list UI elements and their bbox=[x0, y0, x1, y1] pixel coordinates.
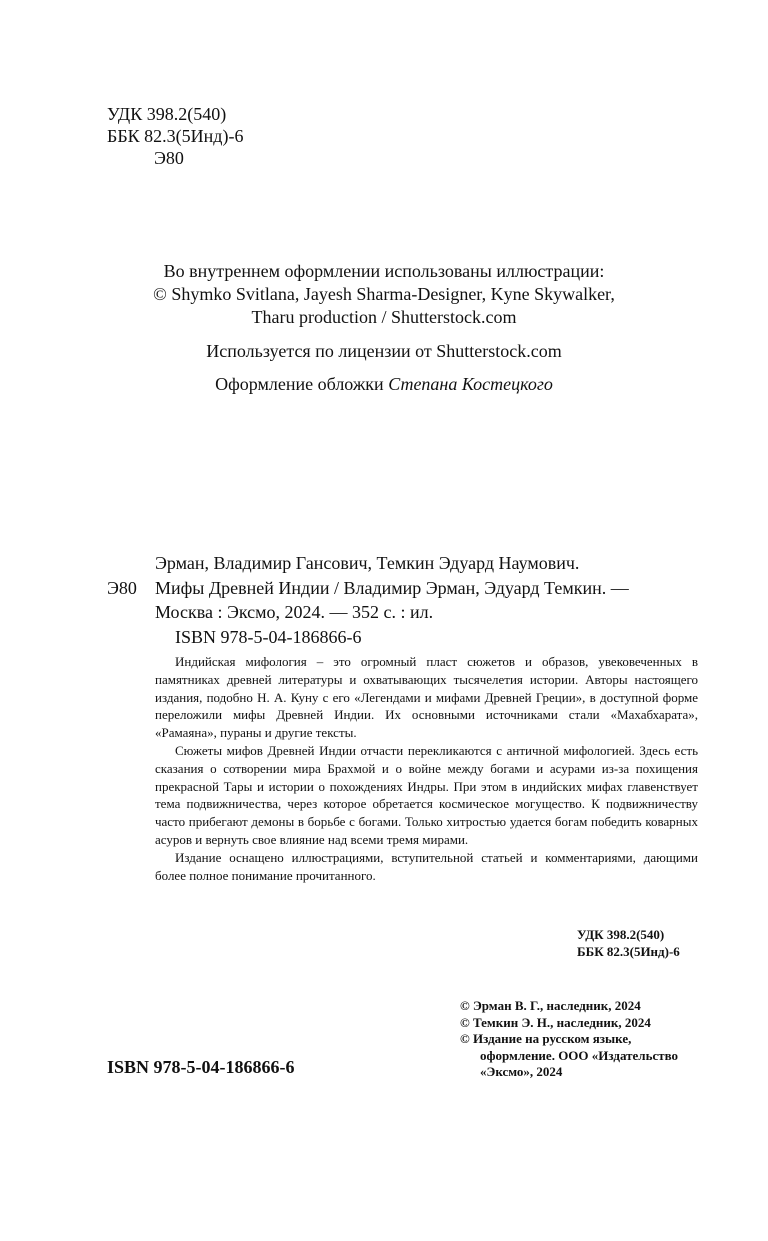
annotation-paragraph-1: Индийская мифология – это огромный пласт сюжетов и образов, увековеченных в памятниках древней литературы и охватывающих тысячелетия истории. Авторы настоящего издания, подобно Н. А. Куну с его «Легендами и мифами Древней Греции», в доступной форме переложили мифы Древней Индии. Их основными источниками стали «Махабхарата», «Рамаяна», пураны и другие тексты. bbox=[155, 654, 698, 741]
copyright-block bbox=[460, 998, 710, 1081]
top-classification bbox=[107, 103, 243, 169]
illustration-credits bbox=[100, 260, 668, 329]
credits-line-1: Во внутреннем оформлении использованы иллюстрации: bbox=[163, 261, 605, 281]
udk-code: УДК 398.2(540) bbox=[107, 104, 227, 124]
annotation-paragraph-3: Издание оснащено иллюстрациями, вступительной статьей и комментариями, дающими более полное понимание прочитанного. bbox=[155, 849, 698, 883]
copyright-line-1: © Эрман В. Г., наследник, 2024 bbox=[460, 998, 641, 1013]
credits-line-3: Tharu production / Shutterstock.com bbox=[251, 307, 517, 327]
biblio-cutter: Э80 bbox=[107, 578, 137, 598]
annotation bbox=[155, 653, 698, 884]
bottom-bbk-code: ББК 82.3(5Инд)-6 bbox=[577, 944, 680, 959]
license-note bbox=[100, 340, 668, 363]
cover-credit bbox=[100, 373, 668, 396]
bottom-udk-code: УДК 398.2(540) bbox=[577, 927, 665, 942]
cutter-mark: Э80 bbox=[154, 148, 184, 168]
isbn-footer: ISBN 978-5-04-186866-6 bbox=[107, 1057, 295, 1077]
annotation-paragraph-2: Сюжеты мифов Древней Индии отчасти перекликаются с античной мифологией. Здесь есть сказания о сотворении мира Брахмой и о войне между богами и асурами из-за похищения прекрасной Тары и истории о похождениях Индры. При этом в индийских мифах главенствует тема подвижничества, через которое обретается космическое могущество. К подвижничеству часто прибегают демоны в борьбе с богами. Только хитростью удается богам победить коварных асуров и вернуть свое влияние над всеми тремя мирами. bbox=[155, 742, 698, 847]
biblio-title-line-1: Мифы Древней Индии / Владимир Эрман, Эдуард Темкин. — bbox=[155, 578, 629, 598]
bbk-code: ББК 82.3(5Инд)-6 bbox=[107, 126, 244, 146]
copyright-line-4: оформление. ООО «Издательство bbox=[480, 1047, 679, 1063]
cover-credit-prefix: Оформление обложки bbox=[215, 374, 389, 394]
copyright-line-5: «Эксмо», 2024 bbox=[480, 1064, 563, 1079]
copyright-line-3: © Издание на русском языке, bbox=[460, 1031, 632, 1046]
biblio-title-line-2: Москва : Эксмо, 2024. — 352 с. : ил. bbox=[155, 602, 434, 622]
license-text: Используется по лицензии от Shutterstock.com bbox=[206, 341, 562, 361]
credits-line-2: © Shymko Svitlana, Jayesh Sharma-Designer, Kyne Skywalker, bbox=[153, 284, 615, 304]
cover-designer-name: Степана Костецкого bbox=[388, 374, 553, 394]
biblio-isbn: ISBN 978-5-04-186866-6 bbox=[175, 627, 362, 647]
bottom-classification bbox=[577, 926, 680, 960]
copyright-line-2: © Темкин Э. Н., наследник, 2024 bbox=[460, 1014, 651, 1030]
biblio-author: Эрман, Владимир Гансович, Темкин Эдуард Наумович. bbox=[155, 553, 580, 573]
